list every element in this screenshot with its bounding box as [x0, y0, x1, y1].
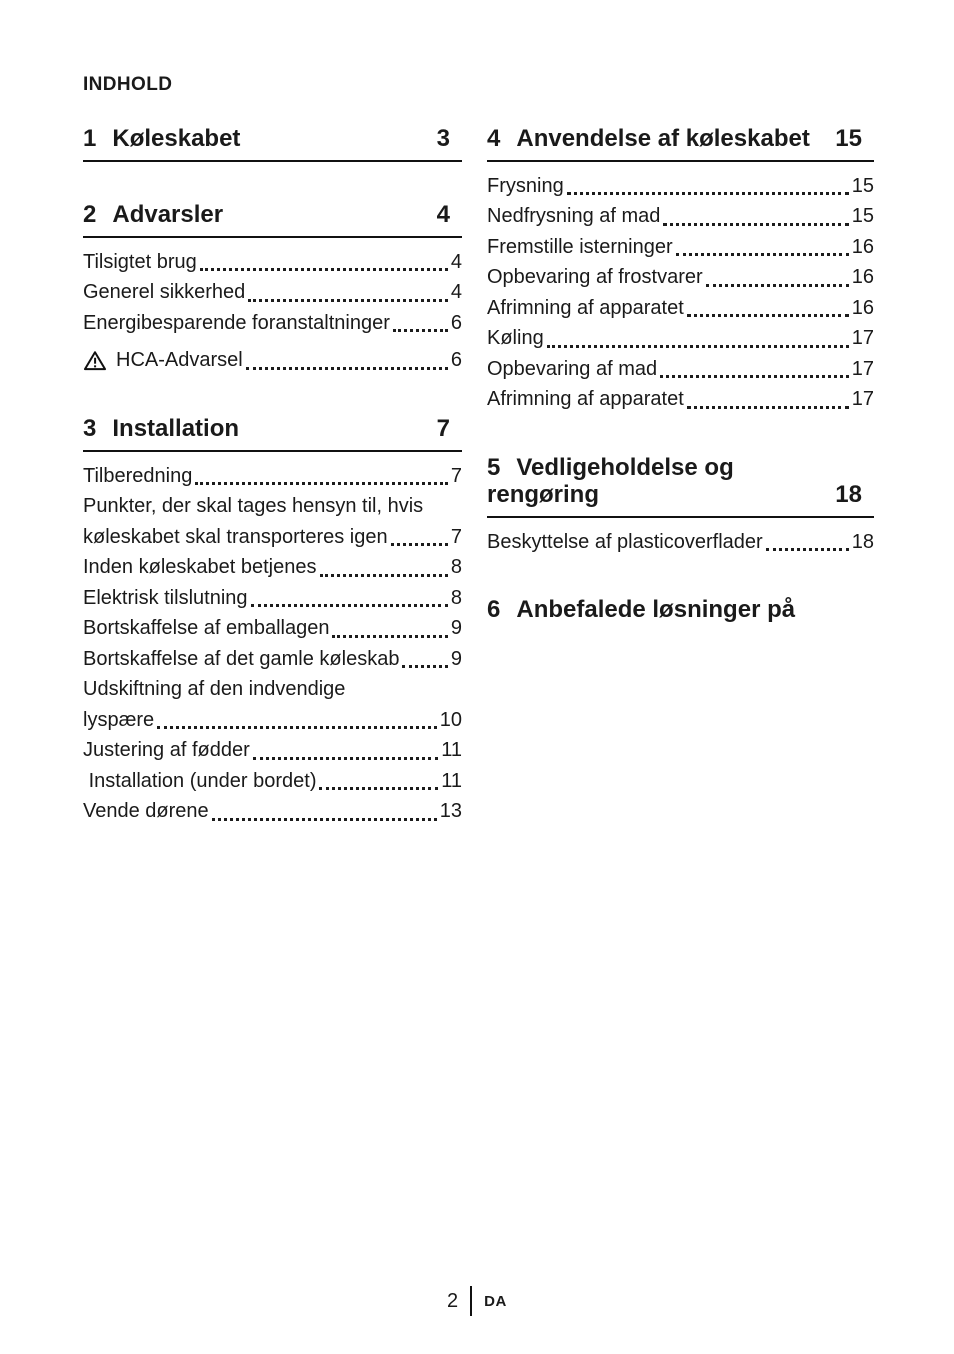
- toc-entry-page-number: 8: [450, 586, 462, 609]
- toc-entry-line: [83, 552, 462, 583]
- dot-leader: [687, 384, 849, 409]
- section-number: 2: [83, 200, 97, 228]
- toc-entry-page-number: 10: [439, 708, 462, 731]
- toc-entry-line: [487, 293, 874, 324]
- toc-entry-page-number: 8: [450, 556, 462, 579]
- toc-entry-line: [83, 247, 462, 278]
- dot-leader: [200, 247, 448, 272]
- section-heading-line: [83, 416, 462, 443]
- toc-column-right: [487, 126, 874, 867]
- section-page-number: 7: [436, 414, 450, 442]
- toc-entry-label: Justering af fødder: [83, 739, 250, 762]
- dot-leader: [663, 201, 848, 226]
- toc-entry: [83, 674, 462, 735]
- section-number: 1: [83, 125, 97, 152]
- toc-entry-label: Vende dørene: [83, 800, 209, 823]
- contents-title: INDHOLD: [83, 74, 173, 95]
- section-heading-line: [487, 126, 874, 153]
- toc-entry-line: [487, 201, 874, 232]
- section-heading: [83, 202, 462, 238]
- dot-leader: [212, 796, 437, 821]
- toc-entry-label: Fremstille isterninger: [487, 235, 673, 258]
- toc-entry-page-number: 18: [851, 530, 874, 553]
- dot-leader: [687, 293, 849, 318]
- dot-leader: [393, 308, 448, 333]
- section-title: Advarsler: [112, 200, 224, 228]
- section-title: Vedligeholdelse og: [516, 453, 734, 481]
- toc-entry: [487, 262, 874, 293]
- toc-entry-line: [83, 308, 462, 339]
- section-heading: [83, 416, 462, 452]
- footer-language-code: DA: [484, 1292, 507, 1310]
- toc-entry-label: Beskyttelse af plasticoverflader: [487, 530, 763, 553]
- toc-entry: [83, 277, 462, 308]
- toc-entry-page-number: 13: [439, 800, 462, 823]
- section-heading-line: [487, 482, 874, 509]
- toc-entry-label: Inden køleskabet betjenes: [83, 556, 317, 579]
- toc-entry-label: HCA-Advarsel: [116, 349, 243, 372]
- toc-entry-label: Installation (under bordet): [83, 769, 317, 792]
- toc-entry-line: [487, 262, 874, 293]
- toc-entry: [83, 308, 462, 339]
- section-title: Køleskabet: [112, 125, 241, 152]
- toc-entry: [83, 345, 462, 376]
- section-heading: [487, 597, 874, 631]
- toc-entry-line: [83, 766, 462, 797]
- toc-entry-page-number: 11: [441, 739, 462, 762]
- section-heading: [487, 455, 874, 518]
- toc-entry: [83, 247, 462, 278]
- dot-leader: [402, 644, 447, 669]
- toc-entry: [83, 644, 462, 675]
- toc-entry: [83, 461, 462, 492]
- toc-entry: [83, 613, 462, 644]
- toc-entry-line: [83, 522, 462, 553]
- dot-leader: [320, 552, 448, 577]
- section-page-number: 18: [835, 480, 862, 508]
- toc-entry: [487, 354, 874, 385]
- footer-divider: [470, 1286, 472, 1316]
- toc-entry-line: [83, 735, 462, 766]
- section-number: 3: [83, 414, 97, 442]
- dot-leader: [676, 232, 849, 257]
- toc-entry-page-number: 7: [450, 464, 462, 487]
- toc-section: [487, 597, 874, 631]
- dot-leader: [547, 323, 849, 348]
- toc-entry-line: [83, 644, 462, 675]
- dot-leader: [766, 527, 849, 552]
- section-heading-line: [83, 202, 462, 229]
- dot-leader: [157, 705, 437, 730]
- toc-section: [487, 455, 874, 557]
- toc-entry: [83, 735, 462, 766]
- toc-entry-text: Udskiftning af den indvendige: [83, 678, 346, 701]
- dot-leader: [567, 171, 849, 196]
- section-title: rengøring: [487, 480, 599, 508]
- toc-columns: [83, 126, 874, 867]
- section-heading: [83, 126, 462, 162]
- toc-entry-line: [487, 323, 874, 354]
- toc-entry-label: Elektrisk tilslutning: [83, 586, 248, 609]
- toc-entry-label: Generel sikkerhed: [83, 281, 246, 304]
- toc-entry: [487, 323, 874, 354]
- toc-entry-line: [83, 583, 462, 614]
- footer-page-number: 2: [447, 1289, 459, 1312]
- dot-leader: [660, 354, 849, 379]
- section-title: Anbefalede løsninger på: [516, 596, 796, 624]
- toc-entry-label: køleskabet skal transporteres igen: [83, 525, 388, 548]
- toc-entry-label: Nedfrysning af mad: [487, 205, 661, 228]
- section-heading-line: [83, 126, 462, 153]
- dot-leader: [391, 522, 448, 547]
- toc-entry: [83, 491, 462, 552]
- toc-entry-label: Tilberedning: [83, 464, 193, 487]
- toc-entry-page-number: 6: [450, 349, 462, 372]
- toc-entry-label: Opbevaring af mad: [487, 357, 658, 380]
- toc-entry-page-number: 9: [450, 647, 462, 670]
- section-heading-line: [487, 597, 874, 624]
- toc-entry-page-number: 17: [851, 327, 874, 350]
- toc-entry-label: Energibesparende foranstaltninger: [83, 311, 390, 334]
- toc-section: [83, 416, 462, 827]
- section-title: Anvendelse af køleskabet: [516, 125, 810, 152]
- toc-entry: [83, 583, 462, 614]
- toc-entry-line: [487, 171, 874, 202]
- toc-entry-text: Punkter, der skal tages hensyn til, hvis: [83, 495, 424, 518]
- section-title: Installation: [112, 414, 240, 442]
- toc-entry-page-number: 15: [851, 205, 874, 228]
- toc-entry-page-number: 6: [450, 311, 462, 334]
- toc-entry-page-number: 16: [851, 266, 874, 289]
- toc-entry-line: [487, 384, 874, 415]
- toc-column-left: [83, 126, 462, 867]
- section-page-number: 15: [835, 125, 862, 152]
- section-heading: [487, 126, 874, 162]
- toc-entry-line: [83, 277, 462, 308]
- toc-entry-label: Bortskaffelse af det gamle køleskab: [83, 647, 400, 670]
- toc-entry-page-number: 7: [450, 525, 462, 548]
- toc-entry-label: lyspære: [83, 708, 155, 731]
- toc-entry: [487, 293, 874, 324]
- toc-section: [487, 126, 874, 415]
- page-footer: [0, 1286, 954, 1316]
- dot-leader: [251, 583, 448, 608]
- toc-entry: [83, 766, 462, 797]
- section-number: 5: [487, 453, 501, 481]
- toc-entry-page-number: 4: [450, 250, 462, 273]
- toc-entry-line: [487, 354, 874, 385]
- toc-entry-label: Afrimning af apparatet: [487, 388, 684, 411]
- warning-icon: [83, 350, 107, 371]
- toc-entry-page-number: 17: [851, 357, 874, 380]
- toc-entry-label: Opbevaring af frostvarer: [487, 266, 703, 289]
- toc-entry: [83, 796, 462, 827]
- toc-entry-line: [487, 527, 874, 558]
- toc-entry-label: Bortskaffelse af emballagen: [83, 617, 330, 640]
- toc-entry-label: Tilsigtet brug: [83, 250, 197, 273]
- toc-entry-page-number: 4: [450, 281, 462, 304]
- toc-entry-page-number: 16: [851, 296, 874, 319]
- toc-entry-page-number: 16: [851, 235, 874, 258]
- toc-entry-line: [83, 796, 462, 827]
- toc-entry-line: [83, 461, 462, 492]
- toc-entry: [487, 384, 874, 415]
- toc-entry-page-number: 11: [441, 769, 462, 792]
- toc-section: [83, 126, 462, 162]
- toc-entry: [487, 232, 874, 263]
- toc-entry-line: [83, 613, 462, 644]
- section-number: 6: [487, 596, 501, 624]
- toc-entry: [487, 527, 874, 558]
- section-page-number: 4: [436, 200, 450, 228]
- section-heading-line: [487, 455, 874, 482]
- toc-entry-label: Afrimning af apparatet: [487, 296, 684, 319]
- toc-entry-label: Frysning: [487, 174, 564, 197]
- toc-entry: [487, 201, 874, 232]
- dot-leader: [246, 345, 448, 370]
- dot-leader: [319, 766, 438, 791]
- toc-entry-page-number: 9: [450, 617, 462, 640]
- toc-entry-line: [83, 705, 462, 736]
- section-number: 4: [487, 125, 501, 152]
- toc-entry-line: [487, 232, 874, 263]
- toc-entry: [83, 552, 462, 583]
- dot-leader: [248, 277, 448, 302]
- section-page-number: 3: [436, 125, 450, 152]
- dot-leader: [332, 613, 447, 638]
- toc-section: [83, 202, 462, 376]
- toc-entry: [487, 171, 874, 202]
- toc-entry-label: Køling: [487, 327, 544, 350]
- dot-leader: [253, 735, 438, 760]
- toc-entry-page-number: 15: [851, 174, 874, 197]
- toc-entry-page-number: 17: [851, 388, 874, 411]
- dot-leader: [195, 461, 448, 486]
- toc-entry-line: [83, 345, 462, 376]
- dot-leader: [706, 262, 849, 287]
